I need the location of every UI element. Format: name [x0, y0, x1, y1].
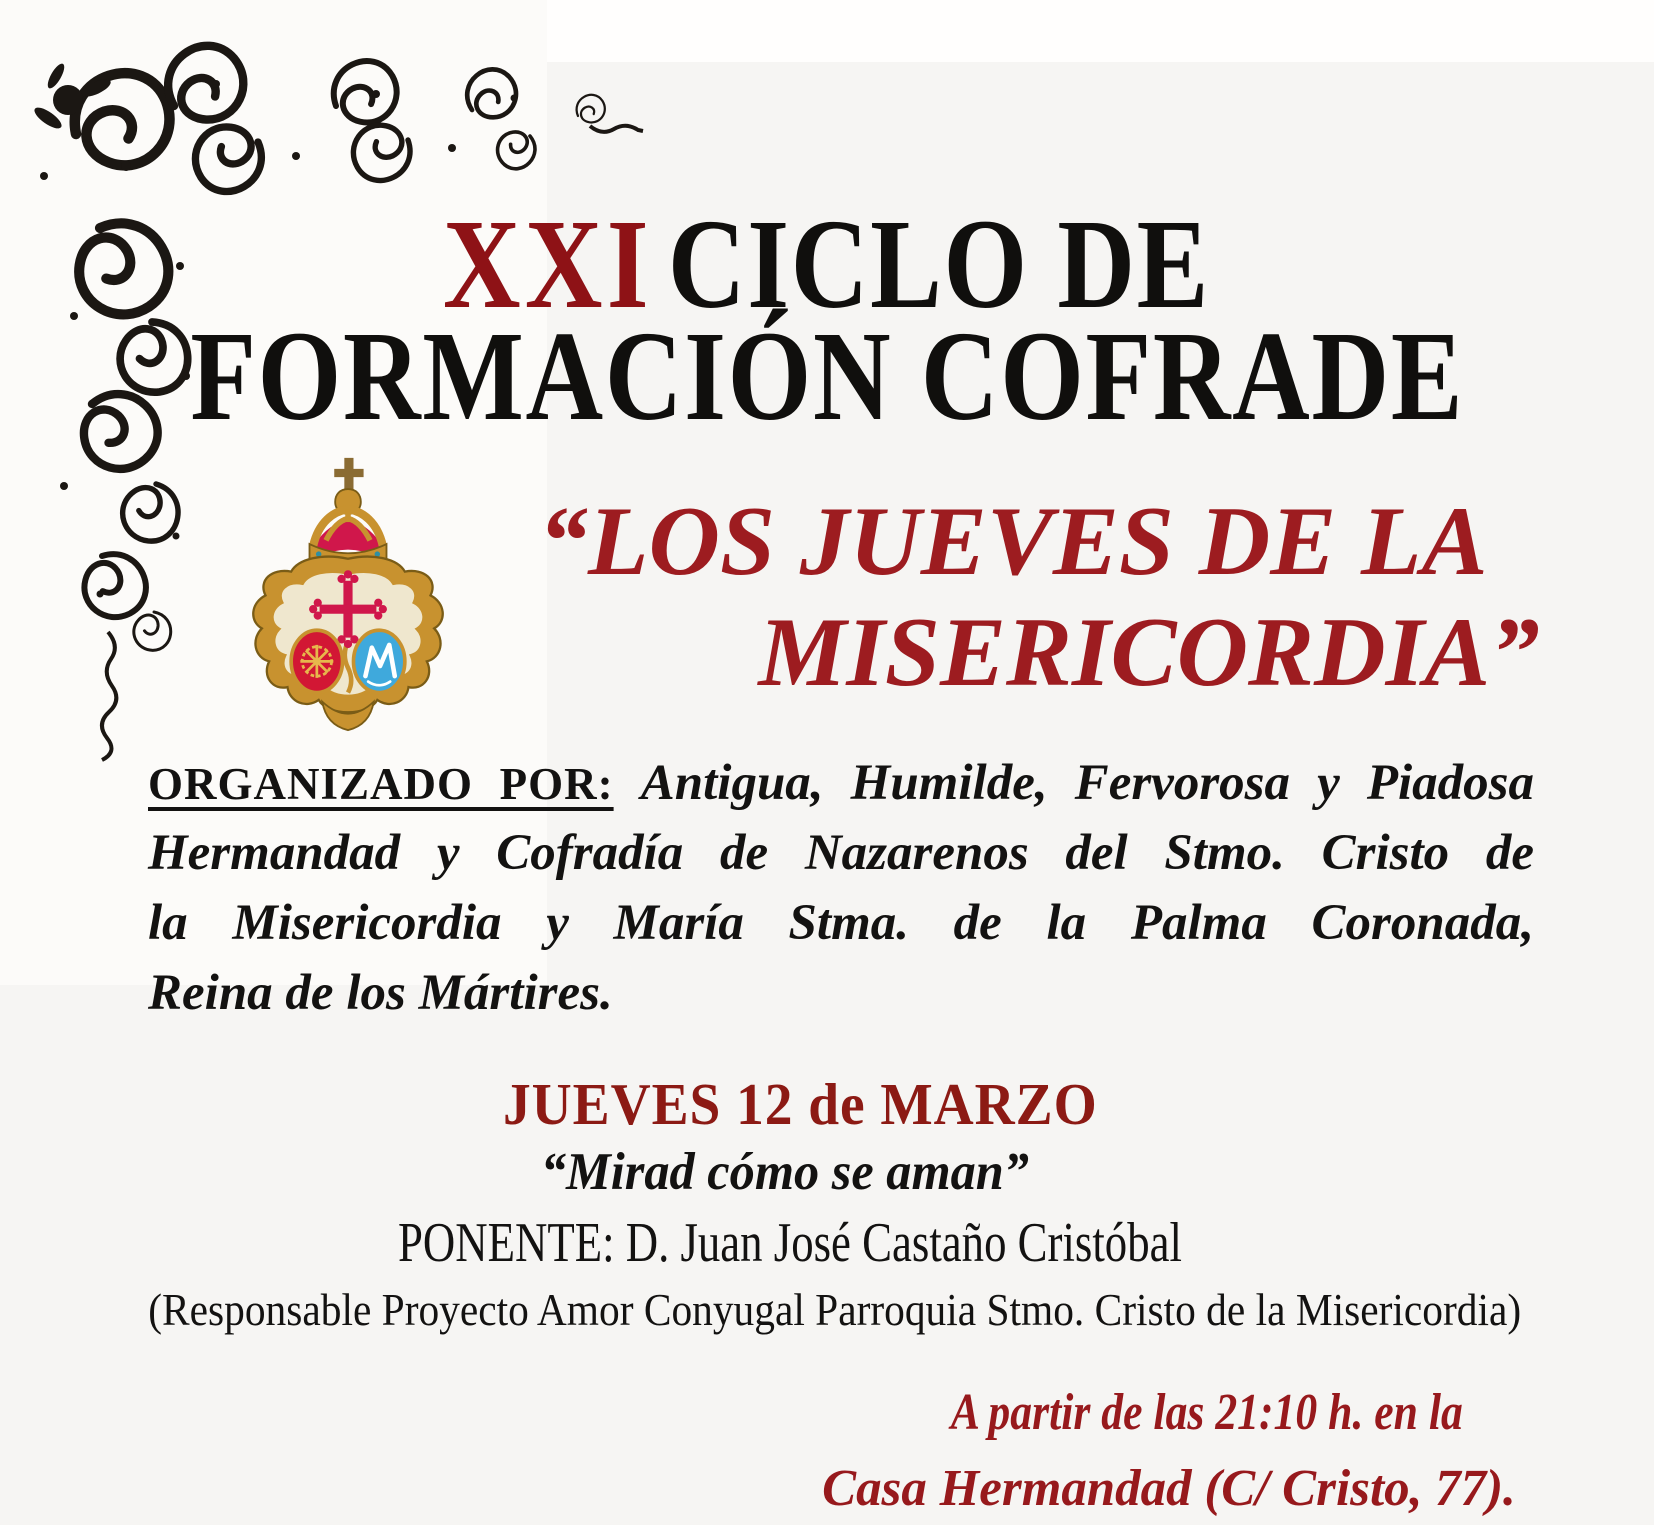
- organizer-paragraph: [148, 748, 1534, 1028]
- subtitle-line-2: MISERICORDIA”: [758, 598, 1540, 707]
- organizer-line-1: [148, 748, 1534, 818]
- organizer-line-4: Reina de los Mártires.: [148, 965, 613, 1021]
- title-line-1: [0, 193, 1654, 335]
- title-accent-numeral: XXI: [443, 193, 654, 335]
- speaker-role: (Responsable Proyecto Amor Conyugal Parroquia Stmo. Cristo de la Misericordia): [148, 1284, 1522, 1335]
- title-line2-text: FORMACIÓN COFRADE: [190, 305, 1464, 447]
- title-line1-text: CICLO DE: [668, 193, 1211, 335]
- page-title: [0, 193, 1654, 447]
- organizer-line-2: Hermandad y Cofradía de Nazarenos del Stmo. Cristo de: [148, 825, 1534, 881]
- speaker-line: PONENTE: D. Juan José Castaño Cristóbal: [398, 1212, 1182, 1274]
- organizer-line-3: la Misericordia y María Stma. de la Palma Coronada,: [148, 895, 1534, 951]
- title-line-2: [0, 305, 1654, 447]
- organizer-line1-text: Antigua, Humilde, Fervorosa y Piadosa: [640, 755, 1535, 811]
- event-series-title: [500, 486, 1650, 708]
- brotherhood-emblem: [238, 452, 458, 737]
- time-line: A partir de las 21:10 h. en la: [950, 1384, 1464, 1441]
- emblem-blue-oval-marian-monogram: [354, 630, 405, 692]
- emblem-cross-icon: [334, 458, 363, 492]
- event-quote: “Mirad cómo se aman”: [540, 1143, 1030, 1201]
- emblem-red-oval: [291, 630, 342, 692]
- location-line: Casa Hermandad (C/ Cristo, 77).: [822, 1460, 1516, 1517]
- organized-by-label: ORGANIZADO POR:: [148, 759, 614, 809]
- time-location: [704, 1375, 1634, 1525]
- event-date: JUEVES 12 de MARZO: [502, 1071, 1098, 1137]
- subtitle-line-1: “LOS JUEVES DE LA: [538, 487, 1488, 596]
